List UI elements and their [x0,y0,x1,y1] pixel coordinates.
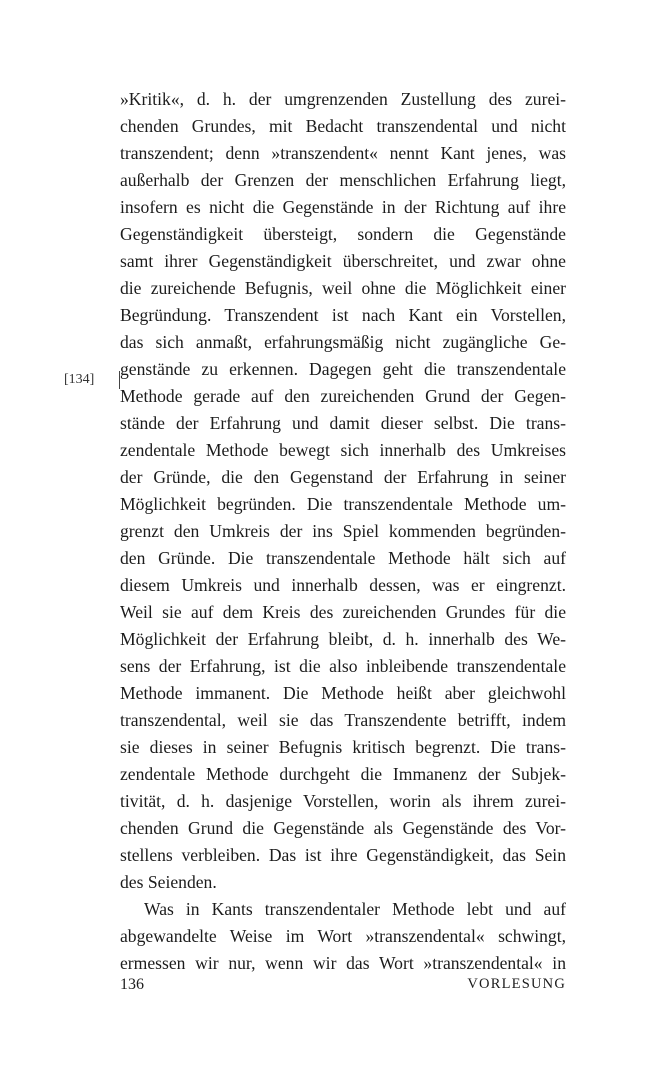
text-line: tivität, d. h. dasjenige Vorstellen, worin als ihrem zurei- [120,791,566,811]
text-line: zendentale Methode bewegt sich innerhalb des Umkreises [120,440,566,460]
text-line: genstände zu erkennen. Dagegen geht die transzendentale [120,359,566,379]
text-line: insofern es nicht die Gegenstände in der Richtung auf ihre [120,197,566,217]
text-line: sie dieses in seiner Befugnis kritisch begrenzt. Die trans- [120,737,566,757]
text-line: »Kritik«, d. h. der umgrenzenden Zustellung des zurei- [120,89,566,109]
text-line: Möglichkeit der Erfahrung bleibt, d. h. innerhalb des We- [120,629,566,649]
text-line: stellens verbleiben. Das ist ihre Gegenständigkeit, das Sein [120,845,566,865]
text-line: zendentale Methode durchgeht die Immanenz der Subjek- [120,764,566,784]
text-line: Möglichkeit begründen. Die transzendentale Methode um- [120,494,566,514]
text-line: chenden Grund die Gegenstände als Gegenstände des Vor- [120,818,566,838]
text-line: grenzt den Umkreis der ins Spiel kommenden begründen- [120,521,566,541]
text-line: den Gründe. Die transzendentale Methode hält sich auf [120,548,566,568]
text-line: das sich anmaßt, erfahrungsmäßig nicht zugängliche Ge- [120,332,566,352]
text-line: die zureichende Befugnis, weil ohne die Möglichkeit einer [120,278,566,298]
text-line: abgewandelte Weise im Wort »transzendental« schwingt, [120,926,566,946]
text-line: transzendental, weil sie das Transzendente betrifft, indem [120,710,566,730]
text-line: samt ihrer Gegenständigkeit überschreitet, und zwar ohne [120,251,566,271]
text-line: der Gründe, die den Gegenstand der Erfahrung in seiner [120,467,566,487]
text-line: transzendent; denn »transzendent« nennt Kant jenes, was [120,143,566,163]
text-line: Gegenständigkeit übersteigt, sondern die Gegenstände [120,224,566,244]
page-number: 136 [120,976,144,993]
body-text [120,86,566,977]
text-line: chenden Grundes, mit Bedacht transzendental und nicht [120,116,566,136]
text-line: Methode gerade auf den zureichenden Grund der Gegen- [120,386,566,406]
text-line: Was in Kants transzendentaler Methode lebt und auf [144,899,566,919]
margin-page-reference: [134] [64,372,95,387]
text-line: ermessen wir nur, wenn wir das Wort »transzendental« in [120,953,566,973]
text-line: sens der Erfahrung, ist die also inbleibende transzendentale [120,656,566,676]
text-line: außerhalb der Grenzen der menschlichen Erfahrung liegt, [120,170,566,190]
text-line: diesem Umkreis und innerhalb dessen, was er eingrenzt. [120,575,566,595]
text-line: Weil sie auf dem Kreis des zureichenden Grundes für die [120,602,566,622]
text-line: des Seienden. [120,872,217,892]
text-line: Methode immanent. Die Methode heißt aber gleichwohl [120,683,566,703]
running-head: VORLESUNG [467,976,566,992]
text-line: Begründung. Transzendent ist nach Kant ein Vorstellen, [120,305,566,325]
text-line: stände der Erfahrung und damit dieser selbst. Die trans- [120,413,566,433]
